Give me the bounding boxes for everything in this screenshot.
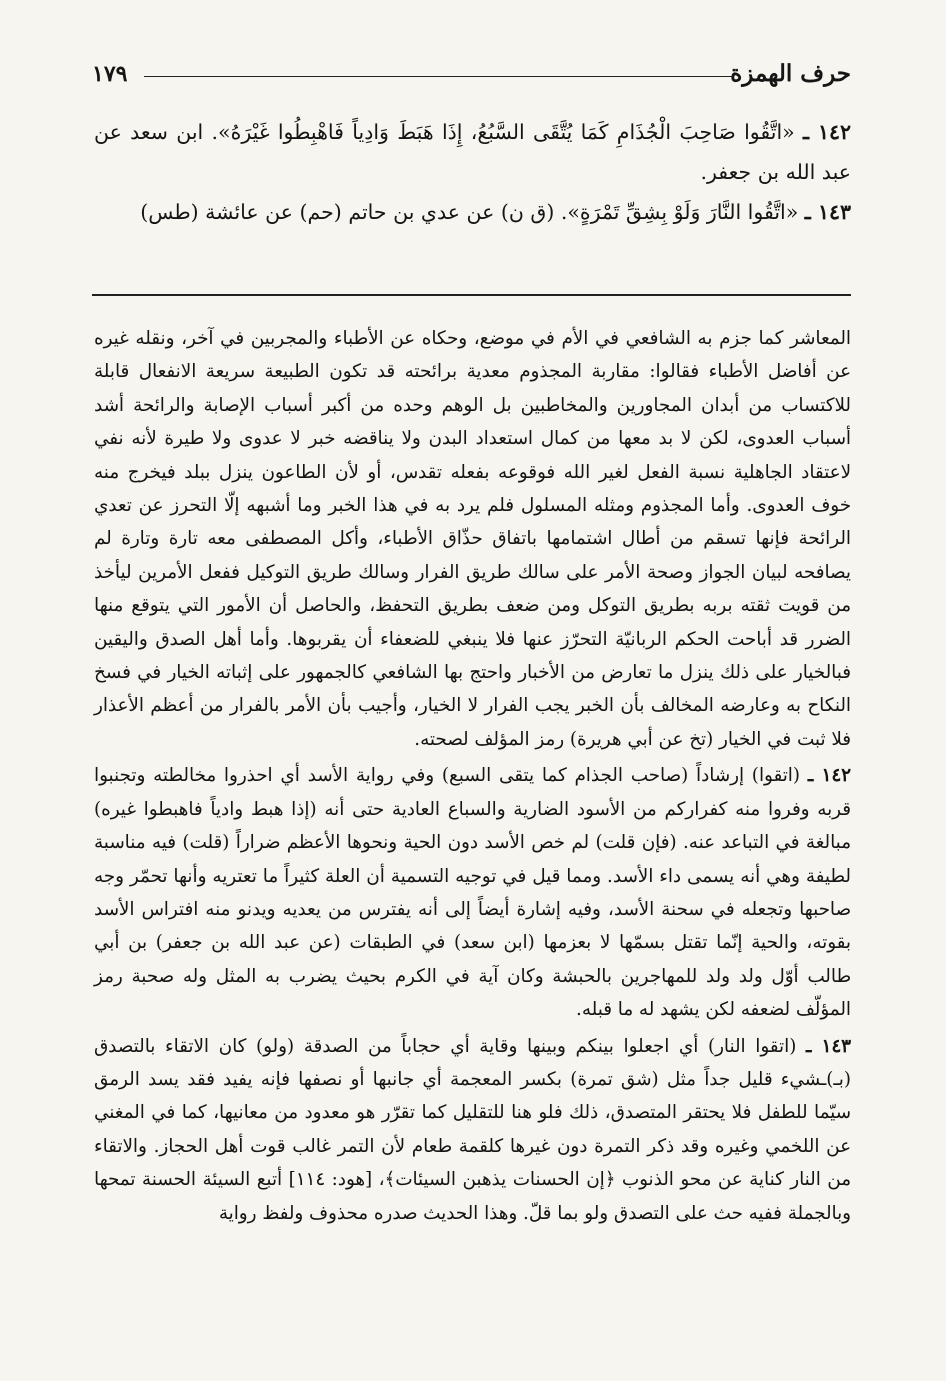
hadith-142 (94, 112, 851, 192)
page-number: ١٧٩ (92, 61, 128, 87)
hadith-text: «اتَّقُوا النَّارَ وَلَوْ بِشِقِّ تَمْرَةٍ». (ق ن) عن عدي بن حاتم (حم) عن عائشة (طس) (140, 200, 799, 224)
hadith-text: «اتَّقُوا صَاحِبَ الْجُذَامِ كَمَا يُتَّقَى السَّبُعُ، إِذَا هَبَطَ وَادِياً فَاهْبِطُوا غَيْرَهُ». ابن سعد عن عبد الله بن جعفر. (94, 120, 851, 184)
hadith-number: ١٤٣ ـ (804, 200, 851, 224)
hadith-text-block (94, 112, 851, 232)
commentary-text: (اتقوا النار) أي اجعلوا بينكم وبينها وقاية أي حجاباً من الصدقة (ولو) كان الاتقاء بالتصدق (بـ)ـشيء قليل جداً مثل (شق تمرة) بكسر المعجمة أي جانبها أو نصفها فإنه يفيد فقد يسد الرمق سيّما للطفل فلا يحتقر المتصدق، ذلك فلو هنا للتقليل كما تقرّر هو معدود من معانيها، كما في المغني عن اللخمي وغيره وقد ذكر التمرة دون غيرها كلقمة طعام لأن التمر غالب قوت أهل الحجاز. والاتقاء من النار كناية عن محو الذنوب ﴿إن الحسنات يذهبن السيئات﴾، [هود: ١١٤] أتبع السيئة الحسنة تمحها وبالجملة ففيه حث على التصدق ولو بما قلّ. وهذا الحديث صدره محذوف ولفظ رواية (94, 1035, 851, 1224)
commentary-text: (اتقوا) إرشاداً (صاحب الجذام كما يتقى السبع) وفي رواية الأسد أي احذروا مخالطته وتجنبوا قربه وفروا منه كفراركم من الأسود الضارية والسباع العادية حتى أنه (إذا هبط وادياً فاهبطوا غيره) مبالغة في التباعد عنه. (فإن قلت) لم خص الأسد دون الحية ونحوها الأعظم ضراراً (قلت) فيه مناسبة لطيفة وهي أنه يسمى داء الأسد. ومما قيل في توجيه التسمية أن العلة كثيراً ما تعتريه وأنها تحمّر وجه صاحبها وتجعله في سحنة الأسد، وفيه إشارة أيضاً إلى أنه يفترس من يعديه ويدنو منه افتراس الأسد بقوته، والحية إنّما تقتل بسمّها لا بعزمها (ابن سعد) في الطبقات (عن عبد الله بن جعفر) بن أبي طالب أوّل ولد ولد للمهاجرين بالحبشة وكان آية في الكرم بحيث يضرب به المثل وله صحبة رمز المؤلّف لضعفه لكن يشهد له ما قبله. (94, 765, 851, 1021)
commentary-number: ١٤٢ ـ (807, 765, 851, 787)
hadith-number: ١٤٢ ـ (803, 120, 851, 144)
commentary-block (94, 322, 851, 1230)
header-rule (144, 76, 733, 77)
commentary-paragraph-142 (94, 759, 851, 1026)
commentary-number: ١٤٣ ـ (805, 1035, 851, 1057)
chapter-title: حرف الهمزة (730, 60, 851, 87)
section-separator (92, 294, 851, 296)
commentary-paragraph (94, 322, 851, 756)
hadith-143 (94, 192, 851, 232)
commentary-text: المعاشر كما جزم به الشافعي في الأم في موضع، وحكاه عن الأطباء والمجربين في آخر، ونقله غيره عن أفاضل الأطباء فقالوا: مقاربة المجذوم معدية برائحته قد تكون الطبيعة سريعة الانفعال قابلة للاكتساب من أبدان المجاورين والمخاطبين بل الوهم وحده من أكبر أسباب الإصابة والرائحة أشد أسباب العدوى، لكن لا بد معها من كمال استعداد البدن ولا يناقضه خبر لا عدوى ولا طيرة لأنه نفي لاعتقاد الجاهلية نسبة الفعل لغير الله فوقوعه بفعله تقدس، أو لأن الطاعون ينزل ببلد فيخرج منه خوف العدوى. وأما المجذوم ومثله المسلول فلم يرد به في هذا الخبر وما أشبهه إلّا التحرز عن تعدي الرائحة فإنها تسقم من أطال اشتمامها باتفاق حذّاق الأطباء، وأكل المصطفى معه تارة وتارة لم يصافحه لبيان الجواز وصحة الأمر على سالك طريق الفرار وسالك طريق التوكيل ففعل الأمرين ليأخذ من قويت ثقته بربه بطريق التوكل ومن ضعف بطريق التحفظ، والحاصل أن الأمور التي يتوقع منها الضرر قد أباحت الحكم الربانيّة التحرّز عنها فلا ينبغي للضعفاء أن يقربوها. وأما أهل الصدق واليقين فبالخيار على ذلك ينزل ما تعارض من الأخبار واحتج بها الشافعي كالجمهور على إثباته الخيار في فسخ النكاح به وعارضه المخالف بأن الخبر يجب الفرار لا الخيار، وأجيب بأن الأمر بالفرار من أعظم الأعذار فلا ثبت في الخيار (تخ عن أبي هريرة) رمز المؤلف لصحته. (94, 328, 851, 750)
commentary-paragraph-143 (94, 1030, 851, 1230)
running-header (92, 58, 851, 94)
